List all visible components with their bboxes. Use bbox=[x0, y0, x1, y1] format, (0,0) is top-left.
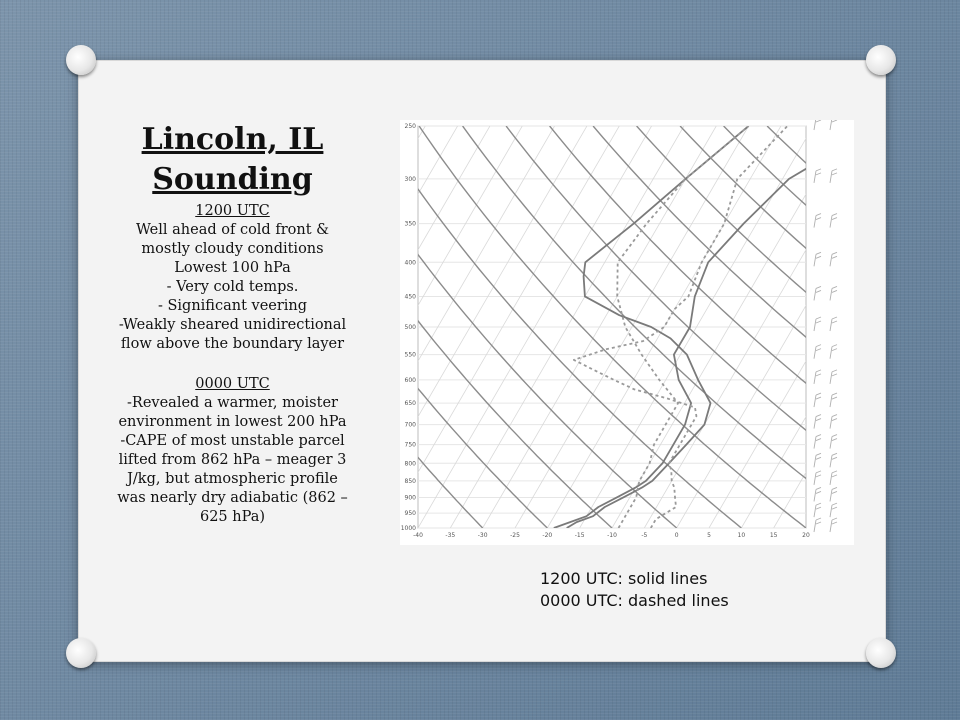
wind-barb-icon bbox=[814, 171, 816, 183]
pressure-tick-label: 250 bbox=[404, 123, 416, 130]
wind-barb-icon bbox=[832, 415, 837, 417]
wind-barb-icon bbox=[830, 347, 832, 359]
temperature-tick-label: 0 bbox=[674, 532, 679, 539]
section2-line: was nearly dry adiabatic (862 – bbox=[117, 490, 348, 506]
pushpin-icon bbox=[866, 45, 896, 75]
section1-line: flow above the boundary layer bbox=[120, 336, 345, 352]
wind-barb-icon bbox=[816, 370, 821, 372]
temperature-tick-label: -15 bbox=[574, 532, 585, 539]
wind-barb-icon bbox=[832, 169, 837, 171]
section2-line: 625 hPa) bbox=[199, 509, 266, 525]
wind-barb-icon bbox=[816, 218, 821, 220]
wind-barb-icon bbox=[816, 503, 821, 505]
wind-barb-icon bbox=[832, 218, 837, 220]
wind-barb-icon bbox=[832, 471, 837, 473]
wind-barb-icon bbox=[814, 455, 816, 467]
pressure-tick-label: 400 bbox=[404, 259, 416, 267]
wind-barb-icon bbox=[830, 505, 832, 517]
pressure-tick-label: 500 bbox=[404, 324, 416, 331]
wind-barb-icon bbox=[816, 345, 821, 347]
wind-barb-icon bbox=[816, 415, 821, 417]
wind-barb-icon bbox=[832, 419, 837, 421]
wind-barb-icon bbox=[816, 457, 821, 459]
wind-barb-icon bbox=[832, 393, 837, 395]
wind-barb-icon bbox=[830, 473, 832, 485]
wind-barb-icon bbox=[832, 317, 837, 319]
wind-barb-icon bbox=[816, 518, 821, 520]
wind-barb-icon bbox=[832, 491, 837, 493]
wind-barb-icon bbox=[814, 417, 816, 429]
wind-barb-icon bbox=[832, 256, 837, 258]
wind-barb-icon bbox=[816, 173, 821, 175]
isotherm-gridline bbox=[838, 126, 854, 528]
wind-barb-icon bbox=[830, 417, 832, 429]
pressure-tick-label: 900 bbox=[404, 494, 416, 502]
wind-barb-icon bbox=[832, 290, 837, 292]
wind-barb-icon bbox=[814, 520, 816, 532]
wind-barb-icon bbox=[816, 120, 821, 122]
temperature-tick-label: 5 bbox=[707, 532, 711, 539]
wind-barb-icon bbox=[816, 522, 821, 524]
wind-barb-icon bbox=[814, 254, 816, 266]
isotherm-gridline bbox=[806, 126, 854, 528]
slide-title-line1: Lincoln, IL bbox=[141, 122, 324, 157]
wind-barb-icon bbox=[832, 487, 837, 489]
temperature-tick-label: -5 bbox=[641, 532, 648, 539]
wind-barb-icon bbox=[814, 395, 816, 407]
temperature-tick-label: -30 bbox=[477, 532, 488, 539]
temperature-tick-label: -40 bbox=[413, 532, 423, 539]
temperature-tick-label: 20 bbox=[802, 532, 810, 539]
wind-barb-icon bbox=[832, 475, 837, 477]
wind-barb-icon bbox=[832, 173, 837, 175]
legend-key-1200: 1200 UTC bbox=[540, 569, 618, 588]
pressure-tick-label: 800 bbox=[404, 460, 416, 468]
wind-barb-icon bbox=[816, 374, 821, 376]
wind-barb-icon bbox=[830, 254, 832, 266]
wind-barb-icon bbox=[816, 453, 821, 455]
wind-barb-icon bbox=[832, 522, 837, 524]
temperature-tick-label: -25 bbox=[510, 532, 520, 539]
wind-barb-icon bbox=[830, 437, 832, 449]
wind-barb-icon bbox=[816, 214, 821, 216]
section1-heading: 1200 UTC bbox=[195, 203, 270, 219]
wind-barb-icon bbox=[830, 520, 832, 532]
wind-barb-icon bbox=[816, 439, 821, 441]
section2-line: -CAPE of most unstable parcel bbox=[120, 433, 345, 449]
wind-barb-icon bbox=[814, 372, 816, 384]
wind-barb-icon bbox=[830, 395, 832, 407]
temperature-tick-label: -10 bbox=[607, 532, 617, 539]
pressure-tick-label: 700 bbox=[404, 421, 416, 429]
wind-barb-icon bbox=[832, 345, 837, 347]
wind-barb-icon bbox=[816, 475, 821, 477]
wind-barb-icon bbox=[816, 419, 821, 421]
wind-barb-icon bbox=[816, 317, 821, 319]
wind-barb-icon bbox=[814, 473, 816, 485]
wind-barb-icon bbox=[832, 252, 837, 254]
section2-line: environment in lowest 200 hPa bbox=[118, 414, 347, 430]
pushpin-icon bbox=[66, 638, 96, 668]
section1-line: Well ahead of cold front & bbox=[135, 222, 330, 238]
section1-line: -Weakly sheared unidirectional bbox=[118, 317, 347, 333]
wind-barb-icon bbox=[816, 491, 821, 493]
skewt-svg bbox=[400, 120, 854, 545]
wind-barb-icon bbox=[814, 347, 816, 359]
wind-barb-icon bbox=[830, 216, 832, 228]
wind-barb-icon bbox=[830, 171, 832, 183]
legend-row-0000 bbox=[540, 590, 729, 612]
section2-line: -Revealed a warmer, moister bbox=[127, 395, 338, 411]
wind-barb-icon bbox=[814, 505, 816, 517]
section2-heading: 0000 UTC bbox=[195, 376, 270, 392]
temperature-tick-label: 15 bbox=[769, 532, 778, 539]
wind-barb-icon bbox=[816, 290, 821, 292]
wind-barb-icon bbox=[816, 252, 821, 254]
wind-barb-icon bbox=[832, 503, 837, 505]
temperature-tick-label: -20 bbox=[542, 532, 553, 539]
wind-barb-icon bbox=[832, 286, 837, 288]
pressure-tick-label: 750 bbox=[404, 441, 416, 449]
wind-barb-icon bbox=[814, 319, 816, 331]
wind-barb-icon bbox=[832, 439, 837, 441]
wind-barb-icon bbox=[832, 374, 837, 376]
wind-barb-icon bbox=[816, 169, 821, 171]
wind-barb-icon bbox=[814, 216, 816, 228]
pushpin-icon bbox=[866, 638, 896, 668]
line-style-legend bbox=[540, 568, 729, 612]
pressure-tick-label: 350 bbox=[404, 220, 416, 228]
wind-barb-icon bbox=[816, 286, 821, 288]
wind-barb-icon bbox=[814, 120, 816, 130]
wind-barb-icon bbox=[830, 288, 832, 300]
temperature-tick-label: 10 bbox=[737, 532, 746, 539]
wind-barb-icon bbox=[816, 256, 821, 258]
section2-line: lifted from 862 hPa – meager 3 bbox=[118, 452, 347, 468]
wind-barb-icon bbox=[832, 453, 837, 455]
wind-barb-icon bbox=[816, 397, 821, 399]
wind-barb-icon bbox=[830, 372, 832, 384]
wind-barb-icon bbox=[832, 397, 837, 399]
wind-barb-icon bbox=[816, 393, 821, 395]
wind-barb-icon bbox=[816, 349, 821, 351]
section2-line: J/kg, but atmospheric profile bbox=[127, 471, 338, 487]
wind-barb-icon bbox=[816, 471, 821, 473]
wind-barb-icon bbox=[814, 437, 816, 449]
slide-title-line2: Sounding bbox=[152, 162, 313, 197]
wind-barb-icon bbox=[814, 489, 816, 501]
wind-barb-icon bbox=[816, 507, 821, 509]
temperature-tick-label: -35 bbox=[445, 532, 456, 539]
wind-barb-icon bbox=[832, 349, 837, 351]
pressure-tick-label: 950 bbox=[404, 510, 416, 518]
wind-barb-icon bbox=[816, 487, 821, 489]
wind-barb-icon bbox=[832, 457, 837, 459]
wind-barb-icon bbox=[832, 518, 837, 520]
pressure-tick-label: 550 bbox=[404, 351, 416, 359]
text-column bbox=[100, 120, 365, 527]
skewt-chart bbox=[400, 120, 854, 545]
pushpin-icon bbox=[66, 45, 96, 75]
section1-line: - Significant veering bbox=[157, 298, 308, 314]
legend-row-1200 bbox=[540, 568, 729, 590]
section1-line: mostly cloudy conditions bbox=[141, 241, 324, 257]
legend-key-0000: 0000 UTC bbox=[540, 591, 618, 610]
wind-barb-icon bbox=[832, 214, 837, 216]
wind-barb-icon bbox=[832, 120, 837, 122]
section1-line: - Very cold temps. bbox=[166, 279, 299, 295]
wind-barb-icon bbox=[832, 370, 837, 372]
wind-barb-icon bbox=[830, 489, 832, 501]
pressure-tick-label: 850 bbox=[404, 477, 416, 485]
wind-barb-icon bbox=[814, 288, 816, 300]
pressure-tick-label: 600 bbox=[404, 376, 416, 384]
pressure-tick-label: 300 bbox=[404, 175, 416, 183]
wind-barb-icon bbox=[830, 455, 832, 467]
wind-barb-icon bbox=[816, 321, 821, 323]
wind-barb-icon bbox=[830, 120, 832, 130]
pressure-tick-label: 450 bbox=[404, 293, 416, 301]
legend-desc-1200: : solid lines bbox=[617, 569, 708, 588]
legend-desc-0000: : dashed lines bbox=[617, 591, 729, 610]
section1-line: Lowest 100 hPa bbox=[174, 260, 291, 276]
wind-barb-icon bbox=[832, 321, 837, 323]
wind-barb-icon bbox=[832, 507, 837, 509]
pressure-tick-label: 1000 bbox=[400, 525, 416, 532]
pressure-tick-label: 650 bbox=[404, 400, 416, 408]
wind-barb-icon bbox=[832, 435, 837, 437]
wind-barb-icon bbox=[830, 319, 832, 331]
wind-barb-icon bbox=[816, 435, 821, 437]
